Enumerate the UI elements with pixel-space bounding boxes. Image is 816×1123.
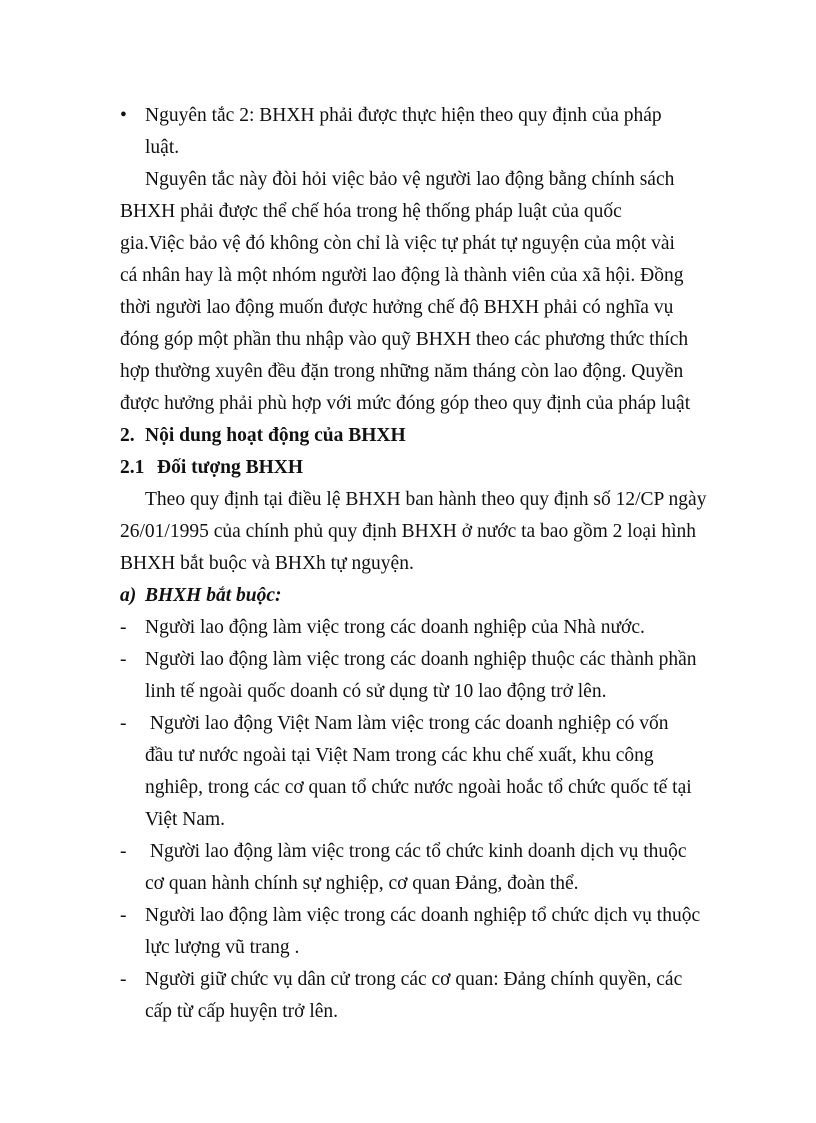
list-item-text: cơ quan hành chính sự nghiệp, cơ quan Đảng, đoàn thể.: [145, 873, 579, 894]
dash-marker: -: [120, 905, 127, 926]
list-item-cont: [0, 740, 816, 772]
list-item-text: nghiêp, trong các cơ quan tổ chức nước ngoài hoắc tổ chức quốc tế tại: [145, 777, 692, 798]
subsection-heading: [0, 452, 816, 484]
list-item-text: Người lao động làm việc trong các tổ chức kinh doanh dịch vụ thuộc: [145, 841, 687, 862]
list-item-cont: [0, 676, 816, 708]
dash-marker: -: [120, 841, 127, 862]
paragraph-line: [0, 260, 816, 292]
subheading-title: BHXH bắt buộc:: [145, 585, 282, 606]
paragraph-line: [0, 228, 816, 260]
paragraph-line: [0, 324, 816, 356]
paragraph-text: hợp thường xuyên đều đặn trong những năm tháng còn lao động. Quyền: [120, 361, 684, 382]
list-item-text: Người lao động làm việc trong các doanh nghiệp của Nhà nước.: [145, 617, 645, 638]
list-item-cont: [0, 996, 816, 1028]
paragraph-line: [0, 516, 816, 548]
bullet-line: Nguyên tắc 2: BHXH phải được thực hiện theo quy định của pháp: [145, 105, 662, 126]
paragraph-text: gia.Việc bảo vệ đó không còn chỉ là việc tự phát tự nguyện của một vài: [120, 233, 675, 254]
list-item: [0, 836, 816, 868]
paragraph-text: được hưởng phải phù hợp với mức đóng góp theo quy định của pháp luật: [120, 393, 691, 414]
list-item: [0, 708, 816, 740]
section-heading: [0, 420, 816, 452]
subheading-a: [0, 580, 816, 612]
subsection-title: Đối tượng BHXH: [157, 457, 304, 478]
list-item-text: Người lao động Việt Nam làm việc trong các doanh nghiệp có vốn: [145, 713, 669, 734]
paragraph-line: [0, 164, 816, 196]
paragraph-line: [0, 356, 816, 388]
list-item: [0, 644, 816, 676]
list-item-text: lực lượng vũ trang .: [145, 937, 300, 958]
list-item-cont: [0, 932, 816, 964]
list-item: [0, 612, 816, 644]
paragraph-line: [0, 292, 816, 324]
list-item-text: Việt Nam.: [145, 809, 226, 830]
section-title: Nội dung hoạt động của BHXH: [145, 425, 406, 446]
list-item-text: linh tế ngoài quốc doanh có sử dụng từ 10 lao động trở lên.: [145, 681, 607, 702]
list-item: [0, 964, 816, 996]
paragraph-text: BHXH bắt buộc và BHXh tự nguyện.: [120, 553, 414, 574]
list-item-text: đầu tư nước ngoài tại Việt Nam trong các khu chế xuất, khu công: [145, 745, 654, 766]
paragraph-text: Theo quy định tại điều lệ BHXH ban hành theo quy định số 12/CP ngày: [145, 489, 707, 510]
paragraph-line: [0, 388, 816, 420]
bullet-line: luật.: [145, 137, 180, 158]
list-item: [0, 900, 816, 932]
subsection-number: 2.1: [120, 457, 145, 478]
list-item-cont: [0, 868, 816, 900]
dash-marker: -: [120, 969, 127, 990]
list-item-text: Người giữ chức vụ dân cử trong các cơ quan: Đảng chính quyền, các: [145, 969, 683, 990]
section-number: 2.: [120, 425, 135, 446]
paragraph-line: [0, 196, 816, 228]
subheading-marker: a): [120, 585, 137, 606]
paragraph-text: BHXH phải được thể chế hóa trong hệ thống pháp luật của quốc: [120, 201, 622, 222]
list-item-cont: [0, 772, 816, 804]
paragraph-text: Nguyên tắc này đòi hỏi việc bảo vệ người lao động bằng chính sách: [145, 169, 675, 190]
list-item-text: Người lao động làm việc trong các doanh nghiệp thuộc các thành phần: [145, 649, 697, 670]
paragraph-text: 26/01/1995 của chính phủ quy định BHXH ở nước ta bao gồm 2 loại hình: [120, 521, 697, 542]
paragraph-line: [0, 548, 816, 580]
dash-marker: -: [120, 713, 127, 734]
bullet-item-cont: [0, 132, 816, 164]
paragraph-text: thời người lao động muốn được hưởng chế độ BHXH phải có nghĩa vụ: [120, 297, 674, 318]
dash-marker: -: [120, 617, 127, 638]
paragraph-text: cá nhân hay là một nhóm người lao động là thành viên của xã hội. Đồng: [120, 265, 684, 286]
list-item-text: cấp từ cấp huyện trở lên.: [145, 1001, 339, 1022]
list-item-cont: [0, 804, 816, 836]
paragraph-text: đóng góp một phần thu nhập vào quỹ BHXH theo các phương thức thích: [120, 329, 689, 350]
paragraph-line: [0, 484, 816, 516]
bullet-item: [0, 100, 816, 132]
bullet-marker: •: [120, 105, 127, 126]
list-item-text: Người lao động làm việc trong các doanh nghiệp tổ chức dịch vụ thuộc: [145, 905, 701, 926]
dash-marker: -: [120, 649, 127, 670]
